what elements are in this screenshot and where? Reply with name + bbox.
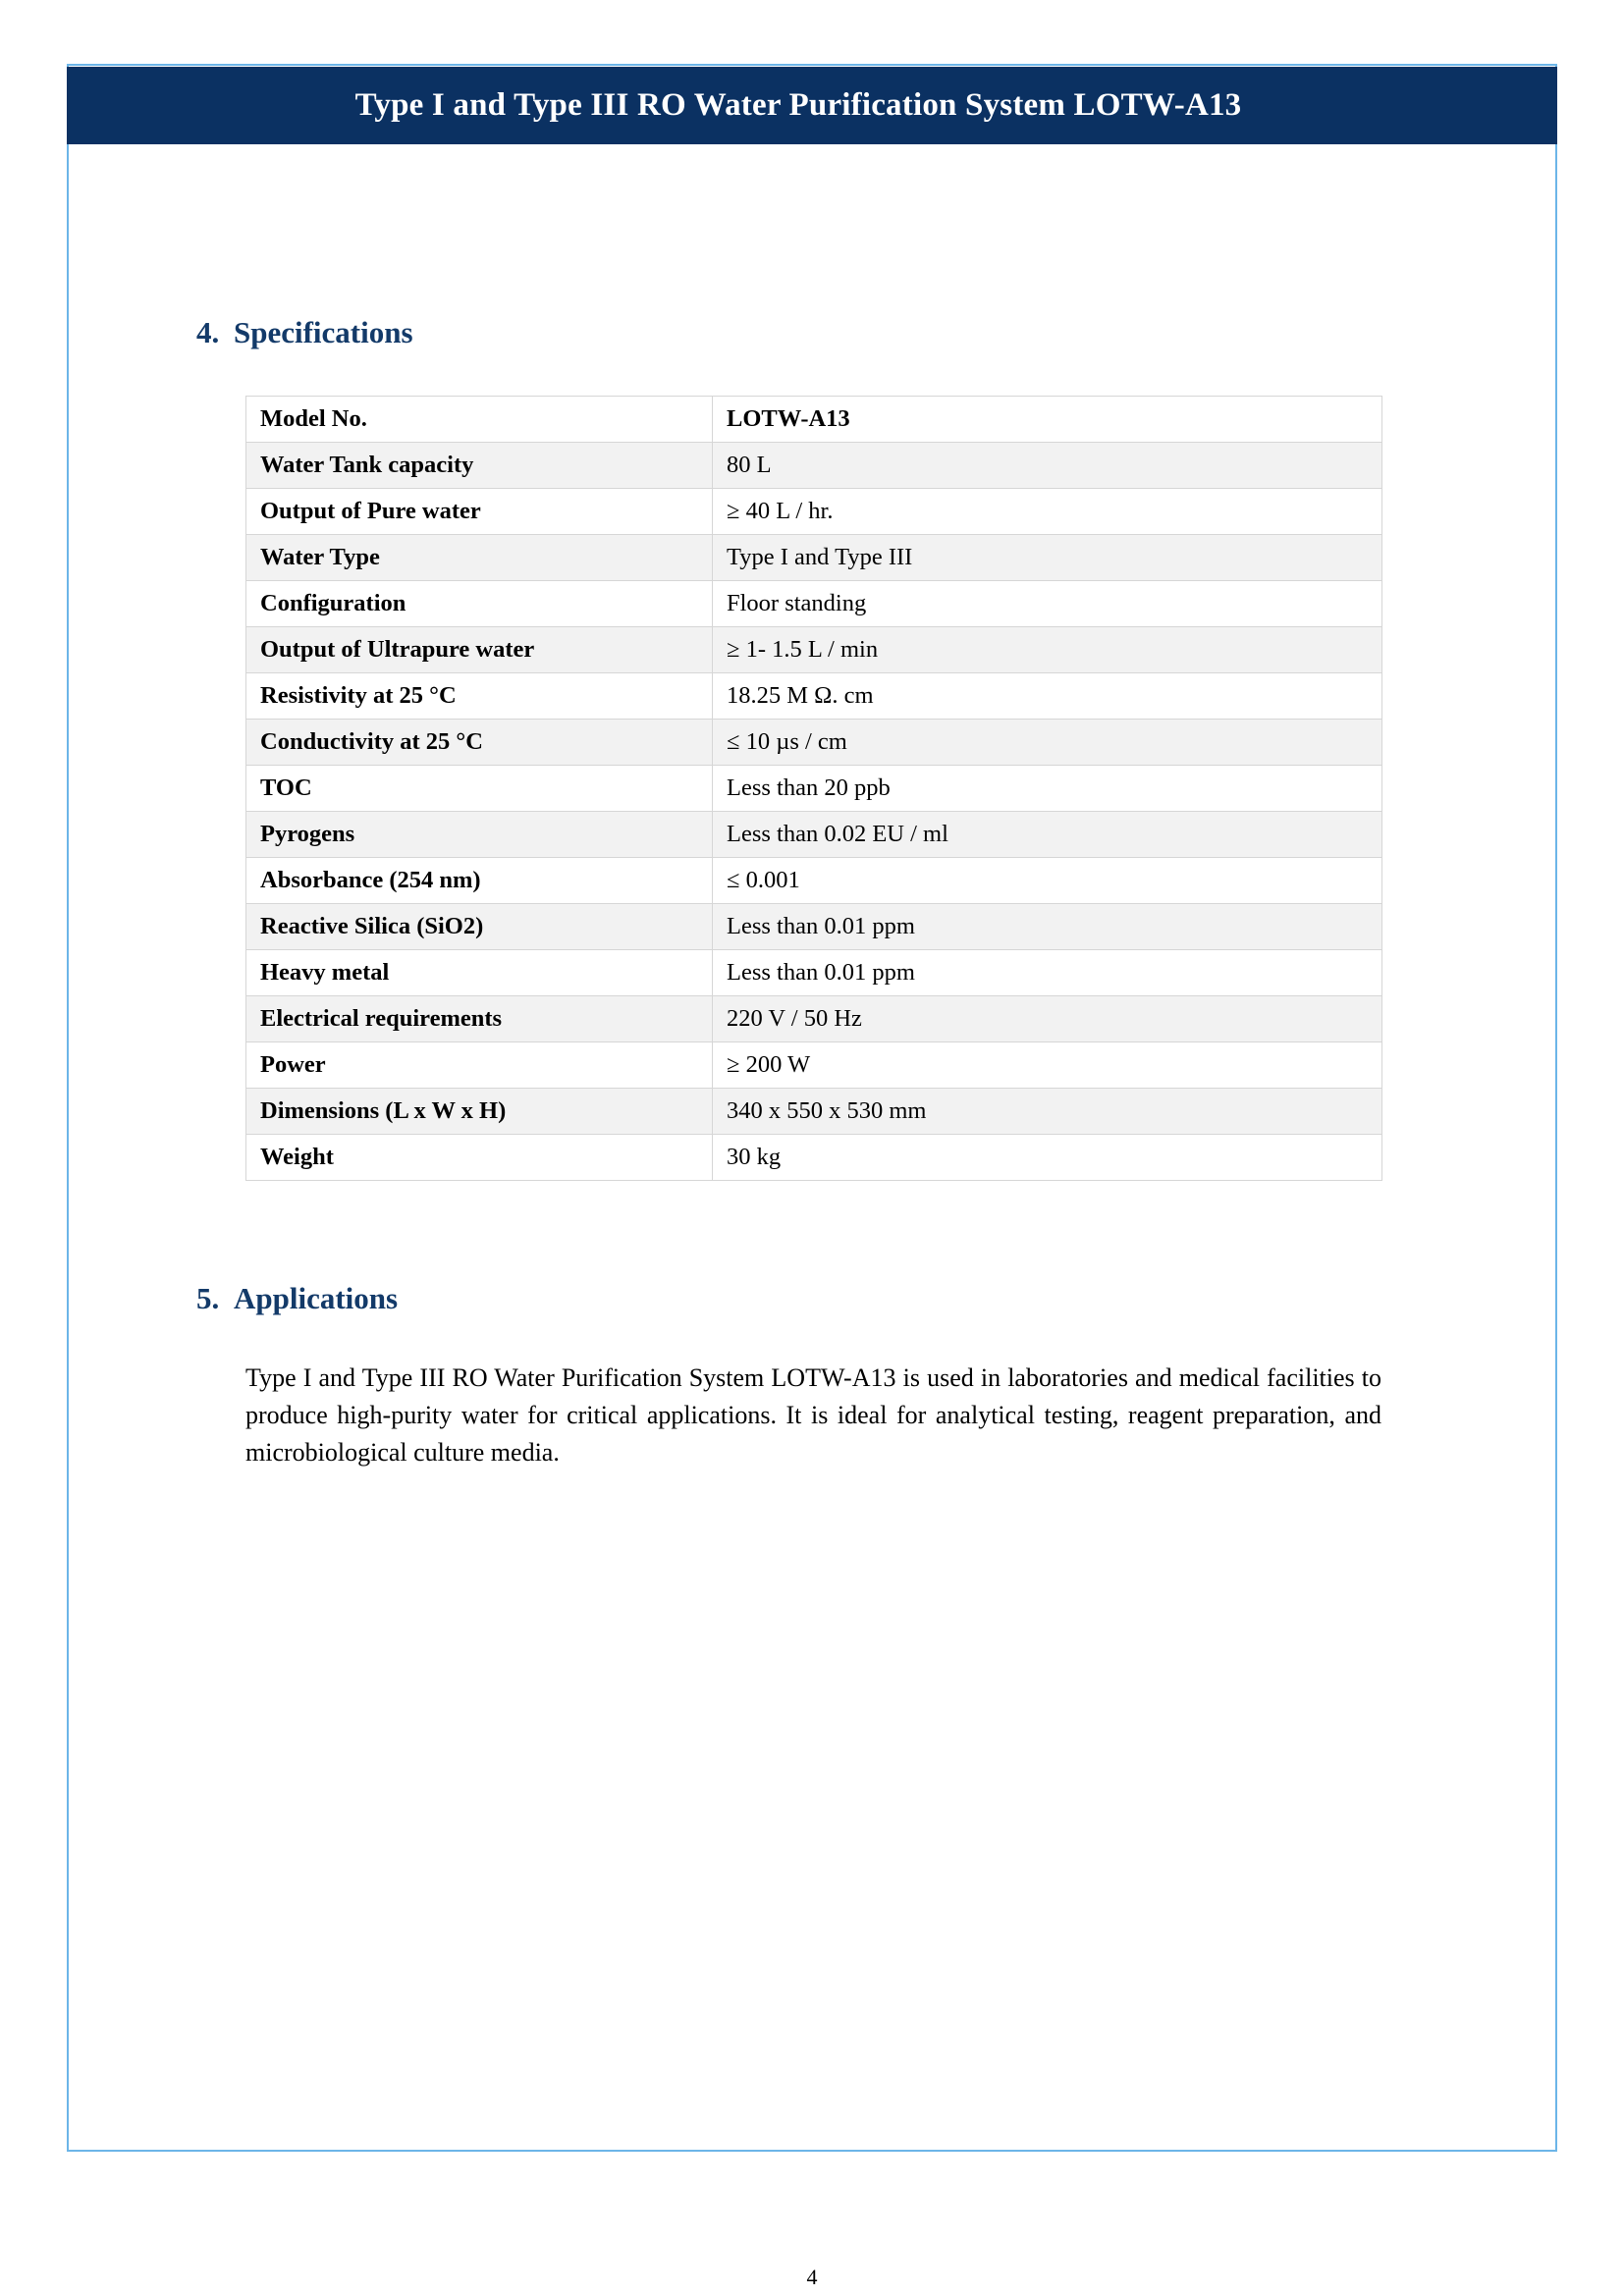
spec-label-cell: Heavy metal [246, 950, 713, 996]
spec-label-cell: Configuration [246, 581, 713, 627]
spec-label-cell: Absorbance (254 nm) [246, 858, 713, 904]
spec-value-cell: Less than 0.01 ppm [713, 950, 1382, 996]
spec-value-cell: ≤ 0.001 [713, 858, 1382, 904]
page-content [67, 144, 1557, 2289]
spec-label-cell: TOC [246, 766, 713, 812]
specifications-table [245, 396, 1382, 1181]
spec-label-cell: Dimensions (L x W x H) [246, 1089, 713, 1135]
table-row [246, 581, 1382, 627]
table-row [246, 904, 1382, 950]
spec-label-cell: Conductivity at 25 °C [246, 720, 713, 766]
table-row [246, 996, 1382, 1042]
spec-label-cell: Model No. [246, 397, 713, 443]
document-title-banner [67, 67, 1557, 144]
applications-body-text: Type I and Type III RO Water Purification System LOTW-A13 is used in laboratories and medical facilities to produce high-purity water for critical applications. It is ideal for analytical testing, reagent preparation, and microbiological culture media. [245, 1363, 1381, 1467]
spec-value-cell: ≤ 10 µs / cm [713, 720, 1382, 766]
spec-value-cell: ≥ 40 L / hr. [713, 489, 1382, 535]
table-row [246, 858, 1382, 904]
table-row [246, 535, 1382, 581]
table-row [246, 812, 1382, 858]
spec-label-cell: Reactive Silica (SiO2) [246, 904, 713, 950]
spec-value-cell: 18.25 M Ω. cm [713, 673, 1382, 720]
spec-label-cell: Resistivity at 25 °C [246, 673, 713, 720]
spec-value-cell: Type I and Type III [713, 535, 1382, 581]
table-row [246, 766, 1382, 812]
spec-value-cell: 340 x 550 x 530 mm [713, 1089, 1382, 1135]
applications-section-number: 5. [196, 1281, 220, 1315]
specifications-heading [196, 315, 1557, 350]
spec-value-cell: 220 V / 50 Hz [713, 996, 1382, 1042]
table-row [246, 443, 1382, 489]
specifications-section-title: Specifications [234, 315, 413, 349]
table-row [246, 720, 1382, 766]
applications-section-title: Applications [234, 1281, 399, 1315]
table-row [246, 1135, 1382, 1181]
specifications-section-number: 4. [196, 315, 220, 349]
document-title: Type I and Type III RO Water Purification System LOTW-A13 [354, 87, 1242, 123]
table-row [246, 950, 1382, 996]
table-row [246, 627, 1382, 673]
spec-value-cell: 30 kg [713, 1135, 1382, 1181]
spec-value-cell: LOTW-A13 [713, 397, 1382, 443]
spec-label-cell: Output of Ultrapure water [246, 627, 713, 673]
spec-label-cell: Weight [246, 1135, 713, 1181]
applications-heading [196, 1281, 1557, 1316]
spec-value-cell: Less than 0.01 ppm [713, 904, 1382, 950]
table-row [246, 397, 1382, 443]
spec-label-cell: Water Type [246, 535, 713, 581]
spec-value-cell: ≥ 200 W [713, 1042, 1382, 1089]
spec-label-cell: Output of Pure water [246, 489, 713, 535]
page-number: 4 [806, 2265, 818, 2289]
spec-value-cell: Floor standing [713, 581, 1382, 627]
table-row [246, 1089, 1382, 1135]
spec-label-cell: Pyrogens [246, 812, 713, 858]
spec-value-cell: 80 L [713, 443, 1382, 489]
spec-value-cell: Less than 20 ppb [713, 766, 1382, 812]
spec-label-cell: Electrical requirements [246, 996, 713, 1042]
table-row [246, 489, 1382, 535]
spec-label-cell: Power [246, 1042, 713, 1089]
spec-value-cell: ≥ 1- 1.5 L / min [713, 627, 1382, 673]
table-row [246, 1042, 1382, 1089]
spec-value-cell: Less than 0.02 EU / ml [713, 812, 1382, 858]
spec-label-cell: Water Tank capacity [246, 443, 713, 489]
table-row [246, 673, 1382, 720]
